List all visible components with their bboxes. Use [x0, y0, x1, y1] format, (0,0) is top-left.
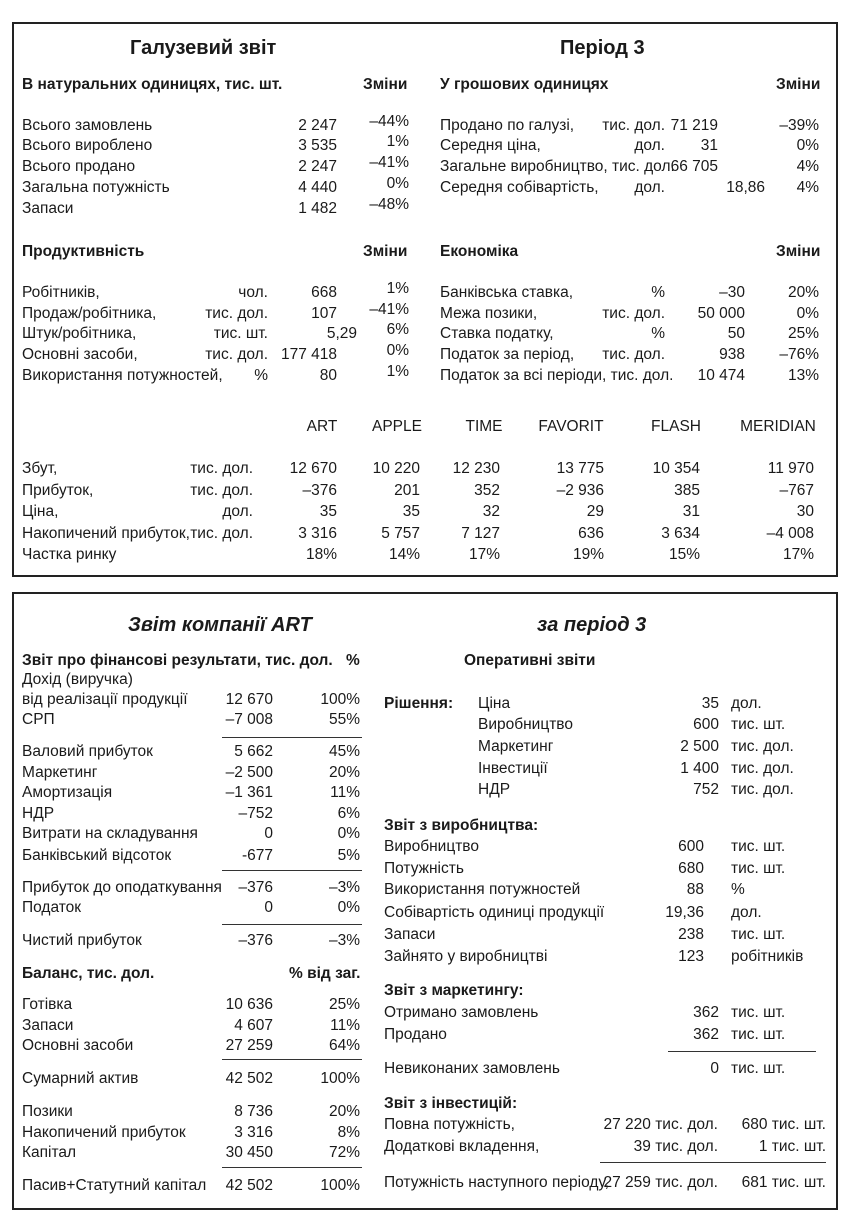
- production-row-label: Запаси: [384, 926, 436, 943]
- company-row-value: 11 970: [767, 460, 814, 477]
- economy-row-label: Банківська ставка,: [440, 284, 574, 301]
- production-row-value: 238: [678, 926, 704, 943]
- productivity-row-value: 668: [311, 284, 337, 301]
- productivity-row-change: –41%: [369, 301, 409, 318]
- income-row-label: Чистий прибуток: [22, 932, 142, 949]
- production-row-label: Використання потужностей: [384, 881, 581, 898]
- production-row-value: 88: [686, 881, 704, 898]
- productivity-row-value: 80: [319, 367, 337, 384]
- balance-row-label: Пасив+Статутний капітал: [22, 1177, 207, 1194]
- investment-row-capacity: 680 тис. шт.: [741, 1116, 826, 1133]
- income-row-label: Витрати на складування: [22, 825, 198, 842]
- economy-row-unit: тис. дол.: [602, 346, 665, 363]
- natural-row-change: –41%: [369, 154, 409, 171]
- investment-row-value: 27 259 тис. дол.: [603, 1174, 718, 1191]
- company-row-value: 19%: [572, 546, 604, 563]
- balance-row-pct: 25%: [328, 996, 360, 1013]
- productivity-row-value: 5,29: [326, 325, 357, 342]
- productivity-row-change: 6%: [386, 321, 409, 338]
- income-pct-label: %: [346, 652, 360, 669]
- company-row-unit: дол.: [222, 503, 253, 520]
- balance-row-pct: 11%: [330, 1017, 360, 1034]
- economy-row-change: 20%: [787, 284, 819, 301]
- production-row-label: Собівартість одиниці продукції: [384, 904, 605, 921]
- productivity-row-value: 177 418: [280, 346, 337, 363]
- company-row-value: 18%: [305, 546, 337, 563]
- money-row-change: 4%: [796, 158, 819, 175]
- balance-row-value: 42 502: [225, 1177, 273, 1194]
- marketing-row-value: 362: [693, 1004, 719, 1021]
- productivity-row-label: Робітників,: [22, 284, 100, 301]
- company-row-value: 35: [319, 503, 337, 520]
- productivity-row-unit: тис. шт.: [213, 325, 268, 342]
- company-row-value: 32: [482, 503, 500, 520]
- balance-row-label: Готівка: [22, 996, 73, 1013]
- money-row-value: 71 219: [670, 117, 718, 134]
- marketing-row-label: Продано: [384, 1026, 447, 1043]
- productivity-row-change: 0%: [386, 342, 409, 359]
- productivity-row-unit: тис. дол.: [205, 346, 268, 363]
- natural-row-value: 4 440: [298, 179, 337, 196]
- company-report-title: Звіт компанії ART: [128, 614, 312, 636]
- decision-row-value: 1 400: [680, 760, 719, 777]
- production-row-value: 19,36: [665, 904, 704, 921]
- economy-row-value: 50 000: [697, 305, 745, 322]
- rule-line: [668, 1051, 816, 1052]
- company-row-label: Прибуток,: [22, 482, 94, 499]
- operative-header: Оперативні звіти: [464, 652, 596, 669]
- productivity-changes-label: Зміни: [363, 243, 408, 260]
- production-row-value: 600: [678, 838, 704, 855]
- company-row-value: 385: [674, 482, 700, 499]
- income-row-pct: 55%: [328, 711, 360, 728]
- investment-row-label: Потужність наступного періоду,: [384, 1174, 609, 1191]
- production-row-unit: дол.: [731, 904, 762, 921]
- decision-row-label: НДР: [478, 781, 511, 798]
- income-row-value: –752: [238, 805, 273, 822]
- company-row-value: 201: [394, 482, 420, 499]
- economy-row-change: 13%: [787, 367, 819, 384]
- natural-row-value: 1 482: [298, 200, 337, 217]
- money-row-unit: дол.: [634, 179, 665, 196]
- economy-row-value: 50: [727, 325, 745, 342]
- company-row-value: 31: [682, 503, 700, 520]
- decision-row-label: Маркетинг: [478, 738, 554, 755]
- rule-line: [222, 1059, 362, 1060]
- decision-row-value: 35: [701, 695, 719, 712]
- money-row-change: 4%: [796, 179, 819, 196]
- economy-row-unit: тис. дол.: [602, 305, 665, 322]
- money-row-value: 31: [700, 137, 718, 154]
- balance-pct-label: % від заг.: [289, 965, 361, 982]
- income-row-value: -677: [241, 847, 273, 864]
- productivity-row-label: Основні засоби,: [22, 346, 138, 363]
- natural-row-label: Запаси: [22, 200, 74, 217]
- income-row-value: 12 670: [225, 691, 273, 708]
- money-row-label: Середня ціна,: [440, 137, 541, 154]
- decision-row-value: 752: [693, 781, 719, 798]
- economy-row-label: Податок за період,: [440, 346, 575, 363]
- rule-line: [222, 737, 362, 738]
- decision-row-unit: тис. шт.: [731, 716, 786, 733]
- balance-row-value: 27 259: [225, 1037, 273, 1054]
- income-row-pct: 45%: [328, 743, 360, 760]
- money-row-label: Середня собівартість,: [440, 179, 599, 196]
- company-row-label: Накопичений прибуток,: [22, 525, 190, 542]
- marketing-row-label: Отримано замовлень: [384, 1004, 539, 1021]
- decision-row-unit: тис. дол.: [731, 781, 794, 798]
- income-row-value: –376: [238, 879, 273, 896]
- income-row-label: Податок: [22, 899, 82, 916]
- rule-line: [222, 1167, 362, 1168]
- natural-units-header: В натуральних одиницях, тис. шт.: [22, 76, 283, 93]
- income-row-label: від реалізації продукції: [22, 691, 188, 708]
- money-row-unit: тис. дол.: [602, 117, 665, 134]
- productivity-header: Продуктивність: [22, 243, 145, 260]
- income-row-label: Прибуток до оподаткування: [22, 879, 222, 896]
- income-row-value: 0: [264, 899, 273, 916]
- decision-row-label: Інвестиції: [478, 760, 548, 777]
- rule-line: [600, 1162, 826, 1163]
- balance-header: Баланс, тис. дол.: [22, 965, 155, 982]
- decision-row-unit: дол.: [731, 695, 762, 712]
- company-row-unit: тис. дол.: [190, 525, 253, 542]
- balance-row-pct: 20%: [328, 1103, 360, 1120]
- economy-row-label: Межа позики,: [440, 305, 538, 322]
- decision-row-value: 2 500: [680, 738, 719, 755]
- company-row-value: –376: [302, 482, 337, 499]
- company-row-value: 5 757: [381, 525, 420, 542]
- company-name-header: APPLE: [372, 418, 422, 435]
- economy-row-value: 938: [719, 346, 745, 363]
- economy-header: Економіка: [440, 243, 519, 260]
- company-name-header: MERIDIAN: [740, 418, 816, 435]
- production-row-unit: тис. шт.: [731, 926, 786, 943]
- company-row-label: Ціна,: [22, 503, 59, 520]
- company-row-value: –767: [779, 482, 814, 499]
- balance-row-value: 3 316: [234, 1124, 273, 1141]
- balance-row-pct: 8%: [337, 1124, 360, 1141]
- productivity-row-label: Використання потужностей,: [22, 367, 223, 384]
- investment-row-capacity: 1 тис. шт.: [758, 1138, 826, 1155]
- company-row-value: 7 127: [461, 525, 500, 542]
- income-row-label: Банківський відсоток: [22, 847, 172, 864]
- natural-row-label: Загальна потужність: [22, 179, 170, 196]
- marketing-row-unit: тис. шт.: [731, 1060, 786, 1077]
- income-row-label: СРП: [22, 711, 55, 728]
- balance-row-label: Запаси: [22, 1017, 74, 1034]
- investment-report-header: Звіт з інвестицій:: [384, 1095, 518, 1112]
- production-row-label: Виробництво: [384, 838, 479, 855]
- natural-changes-label: Зміни: [363, 76, 408, 93]
- balance-row-pct: 64%: [328, 1037, 360, 1054]
- balance-row-label: Основні засоби: [22, 1037, 134, 1054]
- natural-row-value: 2 247: [298, 158, 337, 175]
- decision-row-label: Ціна: [478, 695, 511, 712]
- economy-row-change: 0%: [796, 305, 819, 322]
- income-row-value: –1 361: [225, 784, 273, 801]
- income-row-pct: –3%: [328, 879, 360, 896]
- marketing-row-value: 362: [693, 1026, 719, 1043]
- investment-row-value: 27 220 тис. дол.: [603, 1116, 718, 1133]
- company-row-unit: тис. дол.: [190, 482, 253, 499]
- income-row-pct: –3%: [328, 932, 360, 949]
- company-row-value: 636: [578, 525, 604, 542]
- marketing-row-unit: тис. шт.: [731, 1004, 786, 1021]
- decision-row-value: 600: [693, 716, 719, 733]
- marketing-report-header: Звіт з маркетингу:: [384, 982, 524, 999]
- company-row-value: –2 936: [556, 482, 604, 499]
- production-report-header: Звіт з виробництва:: [384, 817, 539, 834]
- income-row-value: 5 662: [234, 743, 273, 760]
- company-row-value: 10 354: [652, 460, 700, 477]
- production-row-unit: робітників: [731, 948, 804, 965]
- balance-row-value: 8 736: [234, 1103, 273, 1120]
- productivity-row-unit: тис. дол.: [205, 305, 268, 322]
- company-row-value: 352: [474, 482, 500, 499]
- income-row-pct: 0%: [337, 825, 360, 842]
- production-row-value: 680: [678, 860, 704, 877]
- rule-line: [222, 924, 362, 925]
- natural-row-change: 0%: [386, 175, 409, 192]
- economy-row-unit: %: [651, 284, 665, 301]
- money-row-label: Продано по галузі,: [440, 117, 575, 134]
- money-row-change: –39%: [779, 117, 819, 134]
- company-name-header: FLASH: [651, 418, 701, 435]
- industry-report-title: Галузевий звіт: [130, 37, 277, 59]
- income-row-pct: 11%: [330, 784, 360, 801]
- economy-row-change: –76%: [779, 346, 819, 363]
- company-row-value: 17%: [782, 546, 814, 563]
- decisions-label: Рішення:: [384, 695, 454, 712]
- productivity-row-unit: чол.: [238, 284, 268, 301]
- money-changes-label: Зміни: [776, 76, 821, 93]
- company-row-value: –4 008: [766, 525, 814, 542]
- rule-line: [222, 870, 362, 871]
- income-statement-header: Звіт про фінансові результати, тис. дол.: [22, 652, 333, 669]
- decision-row-unit: тис. дол.: [731, 760, 794, 777]
- income-row-value: –7 008: [225, 711, 273, 728]
- income-row-pct: 100%: [320, 691, 360, 708]
- income-row-label: Валовий прибуток: [22, 743, 153, 760]
- production-row-unit: тис. шт.: [731, 838, 786, 855]
- investment-row-label: Повна потужність,: [384, 1116, 515, 1133]
- natural-row-label: Всього вироблено: [22, 137, 153, 154]
- company-row-value: 29: [586, 503, 604, 520]
- production-row-value: 123: [678, 948, 704, 965]
- company-row-value: 13 775: [556, 460, 604, 477]
- money-units-header: У грошових одиницях: [440, 76, 609, 93]
- company-name-header: ART: [306, 418, 338, 435]
- marketing-row-unit: тис. шт.: [731, 1026, 786, 1043]
- natural-row-change: –48%: [369, 196, 409, 213]
- investment-row-label: Додаткові вкладення,: [384, 1138, 540, 1155]
- balance-row-pct: 100%: [320, 1177, 360, 1194]
- company-row-label: Збут,: [22, 460, 58, 477]
- company-row-value: 12 230: [452, 460, 500, 477]
- marketing-row-label: Невиконаних замовлень: [384, 1060, 560, 1077]
- income-row-pct: 0%: [337, 899, 360, 916]
- investment-row-capacity: 681 тис. шт.: [741, 1174, 826, 1191]
- natural-row-value: 2 247: [298, 117, 337, 134]
- production-row-label: Потужність: [384, 860, 464, 877]
- balance-row-value: 10 636: [225, 996, 273, 1013]
- natural-row-change: –44%: [369, 113, 409, 130]
- company-row-value: 3 316: [298, 525, 337, 542]
- decision-row-unit: тис. дол.: [731, 738, 794, 755]
- income-row-value: 0: [264, 825, 273, 842]
- balance-row-label: Капітал: [22, 1144, 77, 1161]
- income-row-label: Маркетинг: [22, 764, 98, 781]
- economy-row-value: 10 474: [697, 367, 745, 384]
- productivity-row-unit: %: [254, 367, 268, 384]
- revenue-label: Дохід (виручка): [22, 671, 133, 688]
- balance-row-label: Сумарний актив: [22, 1070, 139, 1087]
- company-row-value: 12 670: [289, 460, 337, 477]
- income-row-pct: 6%: [337, 805, 360, 822]
- income-row-pct: 5%: [337, 847, 360, 864]
- income-row-value: –376: [238, 932, 273, 949]
- natural-row-change: 1%: [386, 133, 409, 150]
- productivity-row-label: Штук/робітника,: [22, 325, 137, 342]
- natural-row-value: 3 535: [298, 137, 337, 154]
- income-row-label: Амортизація: [22, 784, 113, 801]
- economy-row-value: –30: [719, 284, 745, 301]
- income-row-pct: 20%: [328, 764, 360, 781]
- money-row-change: 0%: [796, 137, 819, 154]
- marketing-row-value: 0: [710, 1060, 719, 1077]
- balance-row-pct: 72%: [328, 1144, 360, 1161]
- economy-row-label: Ставка податку,: [440, 325, 554, 342]
- balance-row-label: Позики: [22, 1103, 73, 1120]
- company-row-value: 3 634: [661, 525, 700, 542]
- company-name-header: TIME: [465, 418, 503, 435]
- productivity-row-label: Продаж/робітника,: [22, 305, 157, 322]
- economy-row-change: 25%: [787, 325, 819, 342]
- money-row-label: Загальне виробництво, тис. дол.: [440, 158, 675, 175]
- productivity-row-value: 107: [311, 305, 337, 322]
- company-row-value: 14%: [388, 546, 420, 563]
- company-name-header: FAVORIT: [538, 418, 604, 435]
- natural-row-label: Всього замовлень: [22, 117, 153, 134]
- balance-row-value: 30 450: [225, 1144, 273, 1161]
- company-row-value: 10 220: [372, 460, 420, 477]
- balance-row-pct: 100%: [320, 1070, 360, 1087]
- production-row-label: Зайнято у виробництві: [384, 948, 548, 965]
- company-row-label: Частка ринку: [22, 546, 117, 563]
- company-period-title: за період 3: [537, 614, 647, 636]
- balance-row-label: Накопичений прибуток: [22, 1124, 186, 1141]
- economy-changes-label: Зміни: [776, 243, 821, 260]
- balance-row-value: 42 502: [225, 1070, 273, 1087]
- economy-row-label: Податок за всі періоди, тис. дол.: [440, 367, 674, 384]
- balance-row-value: 4 607: [234, 1017, 273, 1034]
- production-row-unit: %: [731, 881, 745, 898]
- natural-row-label: Всього продано: [22, 158, 136, 175]
- investment-row-value: 39 тис. дол.: [633, 1138, 718, 1155]
- company-row-value: 35: [402, 503, 420, 520]
- productivity-row-change: 1%: [386, 363, 409, 380]
- money-row-value: 66 705: [670, 158, 718, 175]
- industry-period-title: Період 3: [560, 37, 645, 59]
- productivity-row-change: 1%: [386, 280, 409, 297]
- production-row-unit: тис. шт.: [731, 860, 786, 877]
- company-row-value: 17%: [468, 546, 500, 563]
- money-row-unit: дол.: [634, 137, 665, 154]
- company-row-value: 15%: [668, 546, 700, 563]
- company-row-unit: тис. дол.: [190, 460, 253, 477]
- money-row-value: 18,86: [726, 179, 765, 196]
- income-row-label: НДР: [22, 805, 55, 822]
- company-row-value: 30: [796, 503, 814, 520]
- decision-row-label: Виробництво: [478, 716, 573, 733]
- income-row-value: –2 500: [225, 764, 273, 781]
- economy-row-unit: %: [651, 325, 665, 342]
